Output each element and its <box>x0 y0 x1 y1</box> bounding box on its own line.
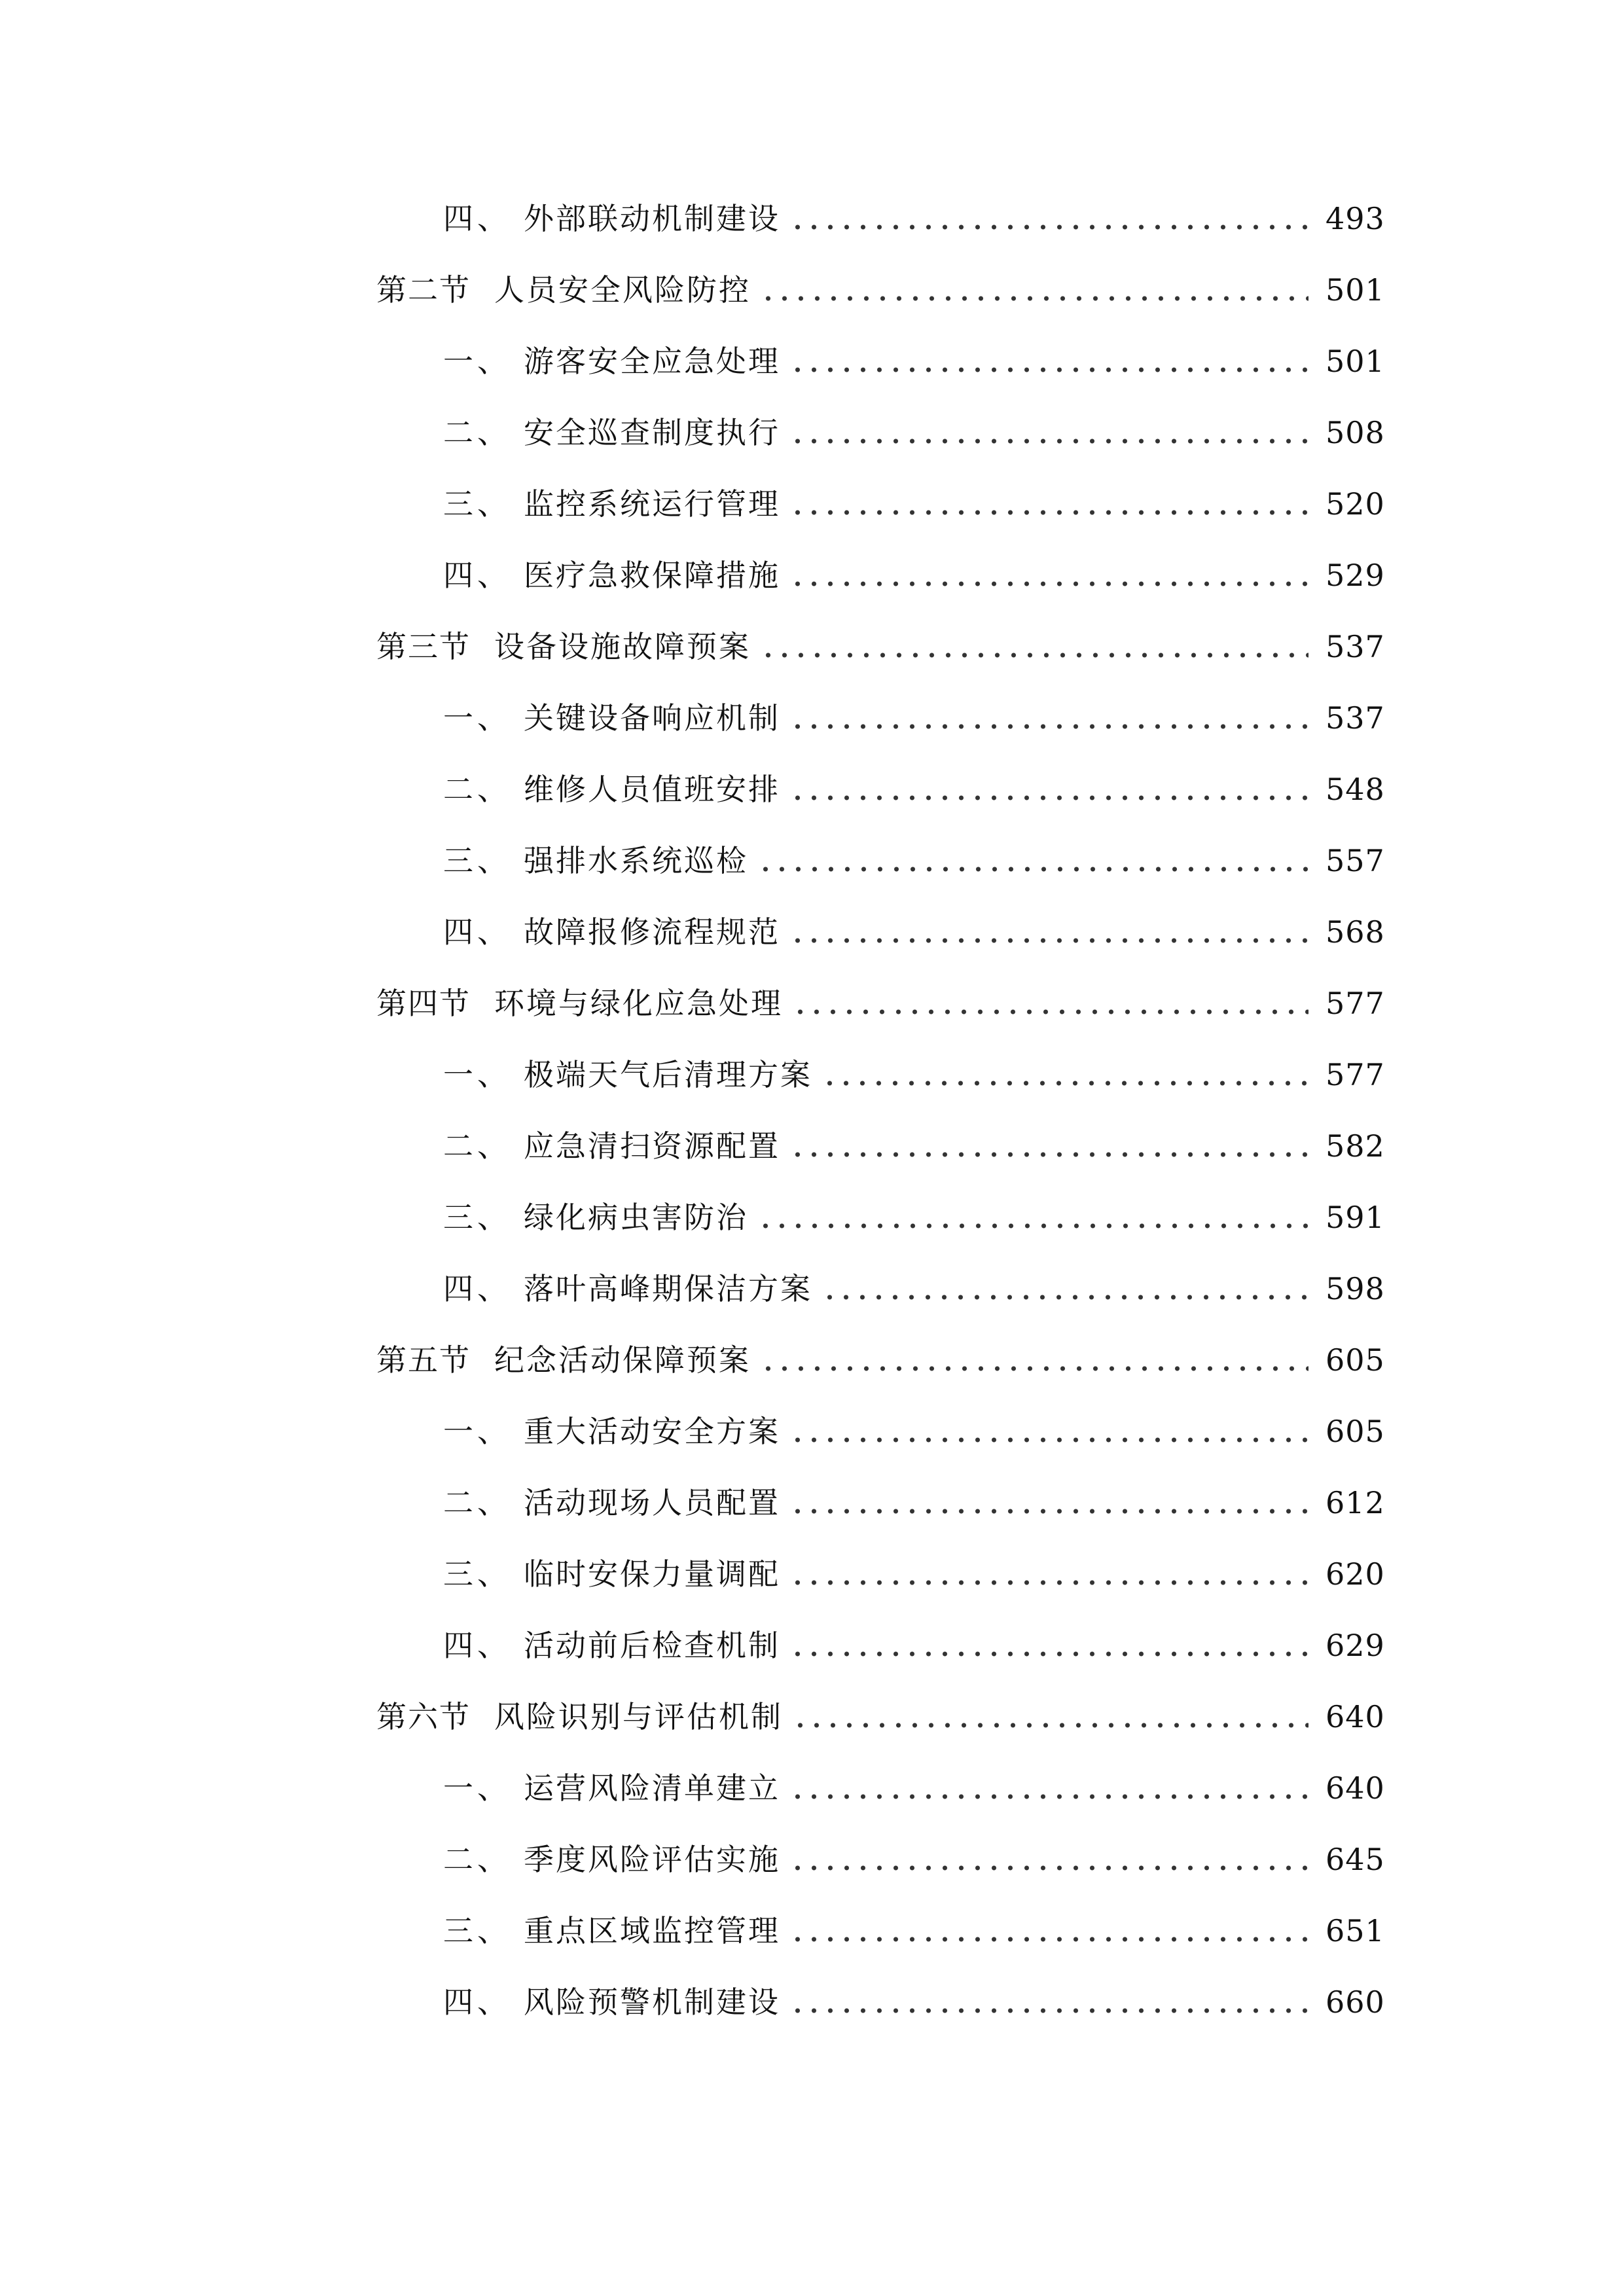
toc-entry-page-number: 645 <box>1326 1842 1385 1877</box>
toc-entry-page-number: 640 <box>1326 1699 1385 1734</box>
toc-entry-subsection[interactable] <box>443 692 1385 744</box>
toc-entry-title: 监控系统运行管理 <box>524 486 780 522</box>
toc-dot-leader <box>789 1648 1308 1660</box>
toc-entry-subsection[interactable] <box>443 1049 1385 1101</box>
toc-entry-page-number: 605 <box>1326 1414 1385 1449</box>
toc-entry-number: 二、 <box>443 1128 511 1164</box>
toc-entry-title: 季度风险评估实施 <box>524 1842 780 1877</box>
toc-entry-page-number: 537 <box>1326 700 1385 736</box>
toc-entry-number: 三、 <box>443 1556 511 1592</box>
toc-dot-leader <box>789 721 1308 732</box>
toc-entry-number: 一、 <box>443 1057 511 1092</box>
toc-entry-page-number: 537 <box>1326 629 1385 664</box>
toc-entry-section[interactable] <box>376 620 1385 673</box>
toc-entry-subsection[interactable] <box>443 763 1385 816</box>
toc-entry-title: 纪念活动保障预案 <box>494 1342 751 1378</box>
toc-entry-page-number: 557 <box>1326 843 1385 878</box>
toc-entry-section[interactable] <box>376 1691 1385 1743</box>
toc-entry-subsection[interactable] <box>443 1548 1385 1600</box>
toc-dot-leader <box>789 1933 1308 1945</box>
toc-entry-number: 三、 <box>443 1913 511 1948</box>
toc-entry-subsection[interactable] <box>443 1120 1385 1172</box>
toc-entry-number: 四、 <box>443 201 511 236</box>
toc-entry-number: 四、 <box>443 1984 511 2020</box>
toc-entry-number: 三、 <box>443 486 511 522</box>
toc-dot-leader <box>760 1363 1308 1374</box>
toc-entry-title: 重点区域监控管理 <box>524 1913 780 1948</box>
toc-entry-page-number: 508 <box>1326 415 1385 450</box>
toc-entry-page-number: 660 <box>1326 1984 1385 2020</box>
toc-entry-number: 四、 <box>443 914 511 950</box>
toc-entry-number: 二、 <box>443 415 511 450</box>
toc-dot-leader <box>789 221 1308 233</box>
toc-entry-title: 应急清扫资源配置 <box>524 1128 780 1164</box>
toc-entry-number: 三、 <box>443 1200 511 1235</box>
toc-entry-title: 风险预警机制建设 <box>524 1984 780 2020</box>
toc-entry-subsection[interactable] <box>443 1833 1385 1886</box>
toc-entry-number: 第四节 <box>376 986 471 1021</box>
toc-entry-number: 四、 <box>443 1628 511 1663</box>
toc-entry-title: 关键设备响应机制 <box>524 700 780 736</box>
toc-entry-title: 人员安全风险防控 <box>494 272 751 308</box>
toc-entry-title: 运营风险清单建立 <box>524 1770 780 1806</box>
toc-entry-subsection[interactable] <box>443 1976 1385 2028</box>
toc-entry-title: 活动现场人员配置 <box>524 1485 780 1520</box>
toc-entry-page-number: 529 <box>1326 558 1385 593</box>
toc-entry-page-number: 501 <box>1326 272 1385 308</box>
toc-entry-subsection[interactable] <box>443 1762 1385 1814</box>
toc-entry-section[interactable] <box>376 977 1385 1030</box>
toc-entry-title: 游客安全应急处理 <box>524 344 780 379</box>
toc-entry-page-number: 493 <box>1326 201 1385 236</box>
toc-entry-subsection[interactable] <box>443 478 1385 530</box>
toc-dot-leader <box>789 1149 1308 1160</box>
toc-entry-subsection[interactable] <box>443 1905 1385 1957</box>
toc-entry-page-number: 501 <box>1326 344 1385 379</box>
toc-entry-page-number: 568 <box>1326 914 1385 950</box>
toc-entry-title: 活动前后检查机制 <box>524 1628 780 1663</box>
toc-entry-title: 环境与绿化应急处理 <box>494 986 783 1021</box>
toc-entry-page-number: 651 <box>1326 1913 1385 1948</box>
toc-entry-subsection[interactable] <box>443 1405 1385 1458</box>
toc-dot-leader <box>789 578 1308 590</box>
toc-dot-leader <box>789 1791 1308 1803</box>
toc-entry-number: 一、 <box>443 1770 511 1806</box>
toc-entry-subsection[interactable] <box>443 1191 1385 1244</box>
toc-dot-leader <box>821 1077 1308 1089</box>
toc-entry-page-number: 640 <box>1326 1770 1385 1806</box>
toc-entry-title: 风险识别与评估机制 <box>494 1699 783 1734</box>
toc-entry-number: 二、 <box>443 1842 511 1877</box>
toc-entry-title: 临时安保力量调配 <box>524 1556 780 1592</box>
toc-entry-title: 维修人员值班安排 <box>524 772 780 807</box>
toc-dot-leader <box>757 863 1308 875</box>
toc-entry-number: 一、 <box>443 1414 511 1449</box>
toc-entry-subsection[interactable] <box>443 335 1385 387</box>
toc-dot-leader <box>789 1862 1308 1874</box>
toc-entry-number: 第六节 <box>376 1699 471 1734</box>
toc-dot-leader <box>789 1434 1308 1446</box>
toc-entry-page-number: 577 <box>1326 1057 1385 1092</box>
toc-entry-title: 绿化病虫害防治 <box>524 1200 748 1235</box>
toc-entry-page-number: 612 <box>1326 1485 1385 1520</box>
toc-dot-leader <box>789 792 1308 804</box>
toc-entry-page-number: 577 <box>1326 986 1385 1021</box>
toc-entry-title: 安全巡查制度执行 <box>524 415 780 450</box>
toc-entry-title: 强排水系统巡检 <box>524 843 748 878</box>
toc-entry-page-number: 582 <box>1326 1128 1385 1164</box>
toc-entry-number: 第二节 <box>376 272 471 308</box>
toc-entry-number: 一、 <box>443 344 511 379</box>
toc-entry-number: 二、 <box>443 772 511 807</box>
toc-entry-page-number: 605 <box>1326 1342 1385 1378</box>
toc-entry-number: 四、 <box>443 558 511 593</box>
toc-entry-subsection[interactable] <box>443 1477 1385 1529</box>
toc-entry-page-number: 548 <box>1326 772 1385 807</box>
toc-dot-leader <box>757 1220 1308 1232</box>
toc-dot-leader <box>789 1577 1308 1588</box>
toc-entry-subsection[interactable] <box>443 906 1385 958</box>
toc-entry-subsection[interactable] <box>443 1619 1385 1672</box>
toc-entry-title: 极端天气后清理方案 <box>524 1057 812 1092</box>
toc-entry-subsection[interactable] <box>443 192 1385 245</box>
toc-entry-title: 重大活动安全方案 <box>524 1414 780 1449</box>
toc-dot-leader <box>789 1505 1308 1517</box>
toc-entry-number: 一、 <box>443 700 511 736</box>
toc-dot-leader <box>760 649 1308 661</box>
toc-dot-leader <box>792 1006 1308 1018</box>
toc-entry-number: 第三节 <box>376 629 471 664</box>
toc-entry-page-number: 629 <box>1326 1628 1385 1663</box>
toc-entry-page-number: 591 <box>1326 1200 1385 1235</box>
toc-entry-number: 二、 <box>443 1485 511 1520</box>
toc-entry-subsection[interactable] <box>443 834 1385 887</box>
toc-entry-page-number: 620 <box>1326 1556 1385 1592</box>
toc-dot-leader <box>789 2005 1308 2017</box>
toc-entry-title: 医疗急救保障措施 <box>524 558 780 593</box>
toc-dot-leader <box>789 935 1308 946</box>
toc-entry-title: 外部联动机制建设 <box>524 201 780 236</box>
toc-dot-leader <box>792 1719 1308 1731</box>
toc-entry-number: 第五节 <box>376 1342 471 1378</box>
toc-dot-leader <box>789 435 1308 447</box>
toc-dot-leader <box>789 364 1308 376</box>
toc-entry-number: 四、 <box>443 1271 511 1306</box>
toc-dot-leader <box>821 1291 1308 1303</box>
toc-entry-page-number: 598 <box>1326 1271 1385 1306</box>
toc-entry-section[interactable] <box>376 264 1385 316</box>
toc-entry-section[interactable] <box>376 1334 1385 1386</box>
toc-entry-title: 设备设施故障预案 <box>494 629 751 664</box>
toc-entry-page-number: 520 <box>1326 486 1385 522</box>
toc-dot-leader <box>760 293 1308 304</box>
toc-entry-title: 故障报修流程规范 <box>524 914 780 950</box>
toc-entry-number: 三、 <box>443 843 511 878</box>
toc-entry-subsection[interactable] <box>443 549 1385 601</box>
toc-entry-subsection[interactable] <box>443 406 1385 459</box>
toc-entry-subsection[interactable] <box>443 1263 1385 1315</box>
toc-dot-leader <box>789 507 1308 518</box>
toc-entry-title: 落叶高峰期保洁方案 <box>524 1271 812 1306</box>
